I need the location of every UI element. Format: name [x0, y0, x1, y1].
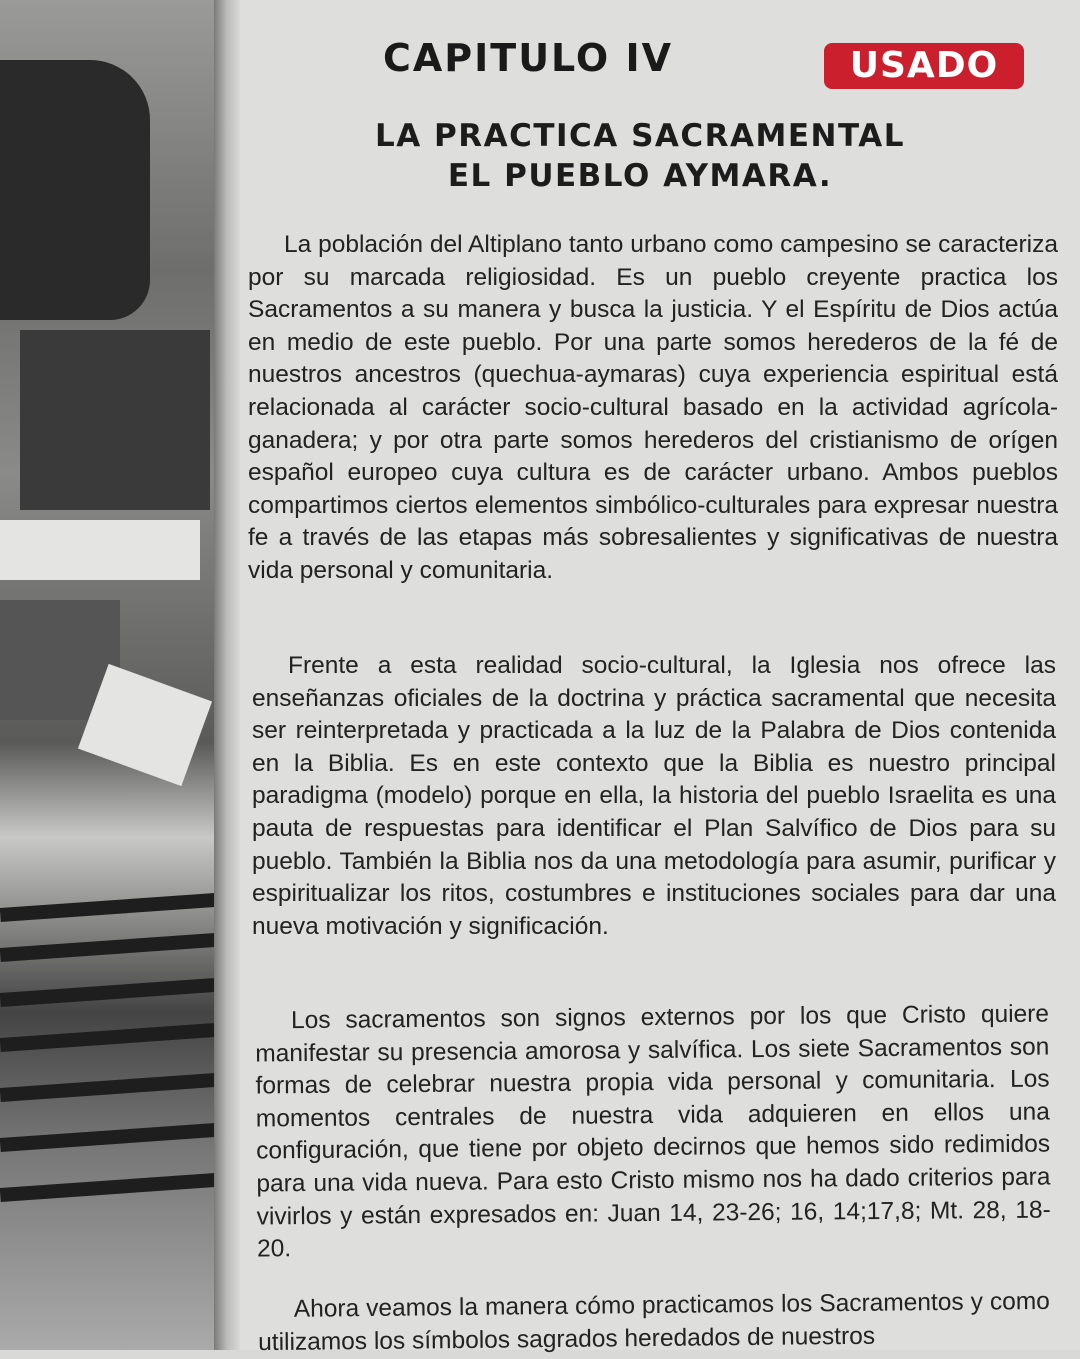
section-title-line1: LA PRACTICA SACRAMENTAL	[375, 118, 905, 154]
section-title-line2: EL PUEBLO AYMARA.	[447, 158, 833, 194]
paragraph-1: La población del Altiplano tanto urbano como campesino se caracteriza por su marcada religiosidad. Es un pueblo creyente practica los Sacramentos a su manera y busca la justicia. Y el Espíritu de Dios actúa en medio de este pueblo. Por una parte somos herederos de la fé de nuestros ancestros (quechua-aymaras) cuya experiencia espiritual está relacionada al carácter socio-cultural basado en la actividad agrícola-ganadera; y por otra parte somos herederos del cristianismo de orígen español europeo cuya cultura es de carácter urbano. Ambos pueblos compartimos ciertos elementos simbólico-culturales para expresar nuestra fe a través de las etapas más sobresalientes y significativas de nuestra vida personal y comunitaria.	[248, 231, 1058, 584]
used-badge: USADO	[824, 43, 1024, 89]
book-photo	[0, 0, 222, 1350]
paragraph-2: Frente a esta realidad socio-cultural, la Iglesia nos ofrece las enseñanzas oficiales de la doctrina y práctica sacramental que necesita ser reinterpretada y practicada a la luz de la Palabra de Dios contenida en la Biblia. Es en este contexto que la Biblia es nuestro principal paradigma (modelo) porque en ella, la historia del pueblo Israelita es una pauta de respuestas para identificar el Plan Salvífico de Dios para su pueblo. También la Biblia nos da una metodología para asumir, purificar y espiritualizar los ritos, costumbres e instituciones sociales para dar una nueva motivación y significación.	[252, 652, 1056, 940]
paragraph-4: Ahora veamos la manera cómo practicamos los Sacramentos y como utilizamos los símbolos sagrados heredados de nuestros	[258, 1287, 1050, 1356]
paragraph-3: Los sacramentos son signos externos por los que Cristo quiere manifestar su presencia amorosa y salvífica. Los siete Sacramentos son formas de celebrar nuestra propia vida personal y comunitaria. Los momentos centrales de nuestra vida adquieren en ellos una configuración, que tiene por objeto decirnos que hemos sido redimidos para una vida nueva. Para esto Cristo mismo nos ha dado criterios para vivirlos y están expresados en: Juan 14, 23-26; 16, 14;17,8; Mt. 28, 18-20.	[255, 1000, 1051, 1263]
chapter-title: CAPITULO IV	[382, 36, 673, 80]
book-gutter	[214, 0, 240, 1350]
